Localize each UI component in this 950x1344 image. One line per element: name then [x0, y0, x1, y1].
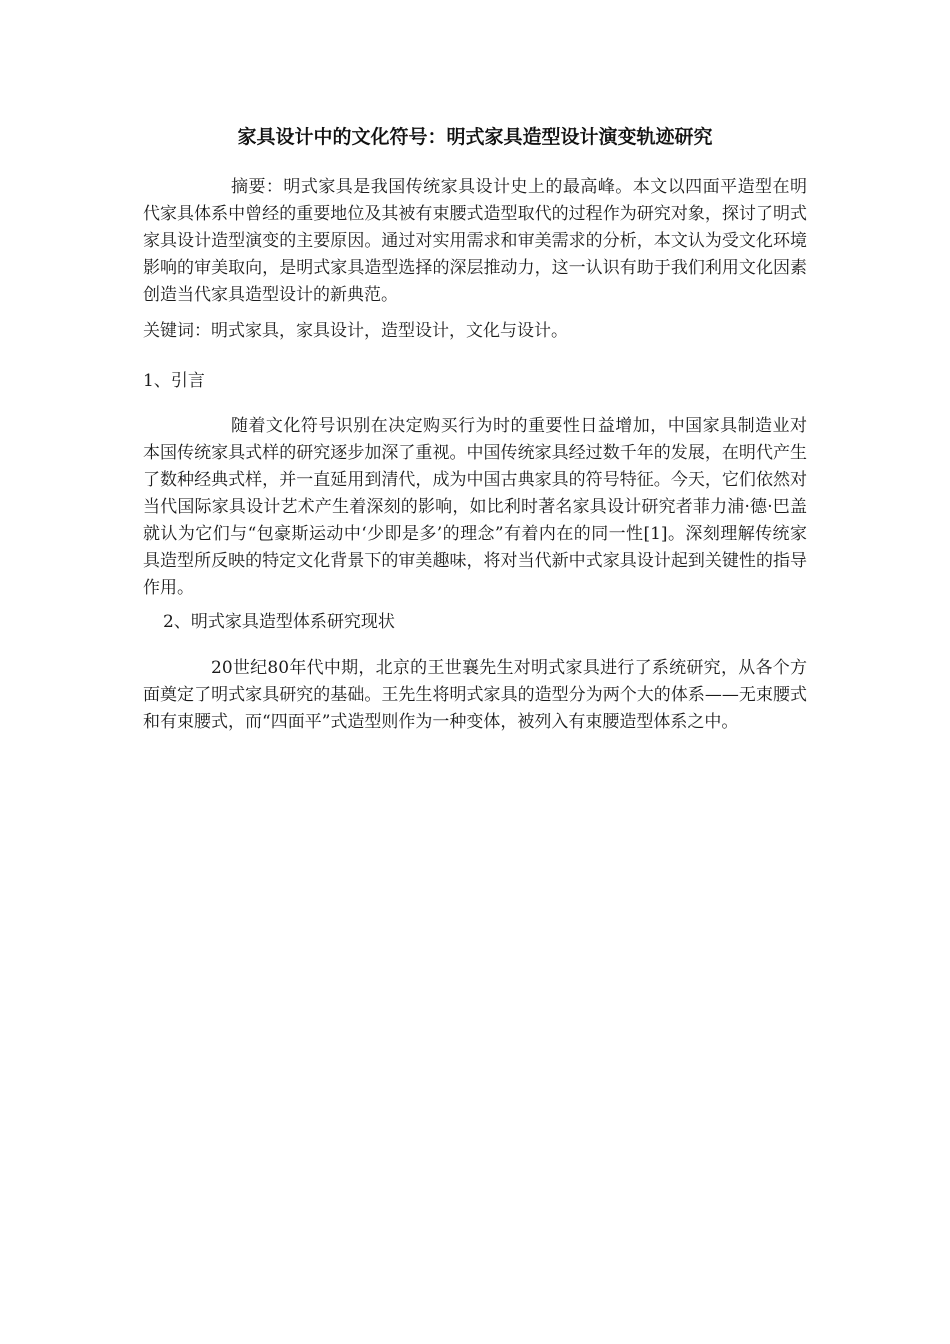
section-2-heading: 2、明式家具造型体系研究现状 [163, 612, 395, 632]
keywords-line: 关键词：明式家具，家具设计，造型设计，文化与设计。 [143, 321, 568, 341]
section-1-body: 随着文化符号识别在决定购买行为时的重要性日益增加，中国家具制造业对本国传统家具式样的研究逐步加深了重视。中国传统家具经过数千年的发展，在明代产生了数种经典式样，并一直延用到清代，成为中国古典家具的符号特征。今天，它们依然对当代国际家具设计艺术产生着深刻的影响，如比利时著名家具设计研究者菲力浦·德·巴盖就认为它们与“包豪斯运动中‘少即是多’的理念”有着内在的同一性[1]。深刻理解传统家具造型所反映的特定文化背景下的审美趣味，将对当代新中式家具设计起到关键性的指导作用。 [143, 416, 807, 598]
document-title: 家具设计中的文化符号：明式家具造型设计演变轨迹研究 [237, 126, 713, 148]
abstract-paragraph: 摘要：明式家具是我国传统家具设计史上的最高峰。本文以四面平造型在明代家具体系中曾经的重要地位及其被有束腰式造型取代的过程作为研究对象，探讨了明式家具设计造型演变的主要原因。通过对实用需求和审美需求的分析，本文认为受文化环境影响的审美取向，是明式家具造型选择的深层推动力，这一认识有助于我们利用文化因素创造当代家具造型设计的新典范。 [143, 177, 807, 305]
section-2-body: 20世纪80年代中期，北京的王世襄先生对明式家具进行了系统研究，从各个方面奠定了明式家具研究的基础。王先生将明式家具的造型分为两个大的体系——无束腰式和有束腰式，而“四面平”式造型则作为一种变体，被列入有束腰造型体系之中。 [143, 658, 807, 732]
section-1-heading: 1、引言 [143, 371, 205, 391]
